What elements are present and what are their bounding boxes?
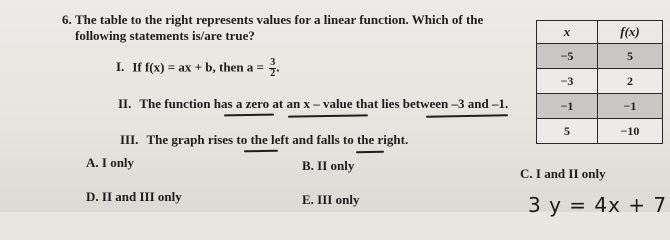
statement-1-end: . [276,59,280,75]
cell-fx: −1 [598,94,663,119]
question-number: 6. [62,12,72,27]
handwritten-equation: 3 y = 4x + 7 [528,193,668,217]
statement-2 [118,96,508,112]
statement-3-numeral: III. [120,132,139,147]
statement-1-text: If f(x) = ax + b, then a = [132,59,264,75]
statement-1 [116,58,279,79]
cell-x: −5 [537,44,598,69]
choice-e[interactable]: E. III only [302,192,360,207]
table-row [537,119,663,144]
function-values-table [536,20,663,144]
handwritten-underline-right [356,151,384,153]
fraction-denominator: 2 [270,68,276,79]
question-stem: The table to the right represents values for a linear function. Which of the following statements is/are true? [75,12,484,43]
cell-fx: 2 [598,69,663,94]
table-row [537,44,663,69]
cell-x: −3 [537,69,598,94]
cell-fx: 5 [598,44,663,69]
choice-a[interactable]: A. I only [86,155,135,170]
cell-x: −1 [537,94,598,119]
column-header-fx: f(x) [598,21,663,44]
statement-3 [120,132,408,148]
statement-3-text: The graph rises to the left and falls to the right. [146,132,409,147]
choice-d[interactable]: D. II and III only [86,189,182,204]
handwritten-underline-range [426,114,508,117]
column-header-x: x [537,21,598,44]
statement-2-numeral: II. [118,96,132,111]
statement-1-numeral: I. [116,59,125,75]
statement-2-text: The function has a zero at an x – value that lies between –3 and –1. [139,96,509,111]
cell-x: 5 [537,119,598,144]
choice-b[interactable]: B. II only [302,158,355,173]
table-row [537,69,663,94]
handwritten-underline-left [244,150,278,153]
handwritten-underline-zero [224,114,274,117]
fraction-numerator: 3 [270,57,276,68]
table-header-row [537,21,663,44]
choice-c[interactable]: C. I and II only [520,166,606,181]
table-row [537,94,663,119]
handwritten-underline-x-value [288,114,368,117]
cell-fx: −10 [598,119,663,144]
